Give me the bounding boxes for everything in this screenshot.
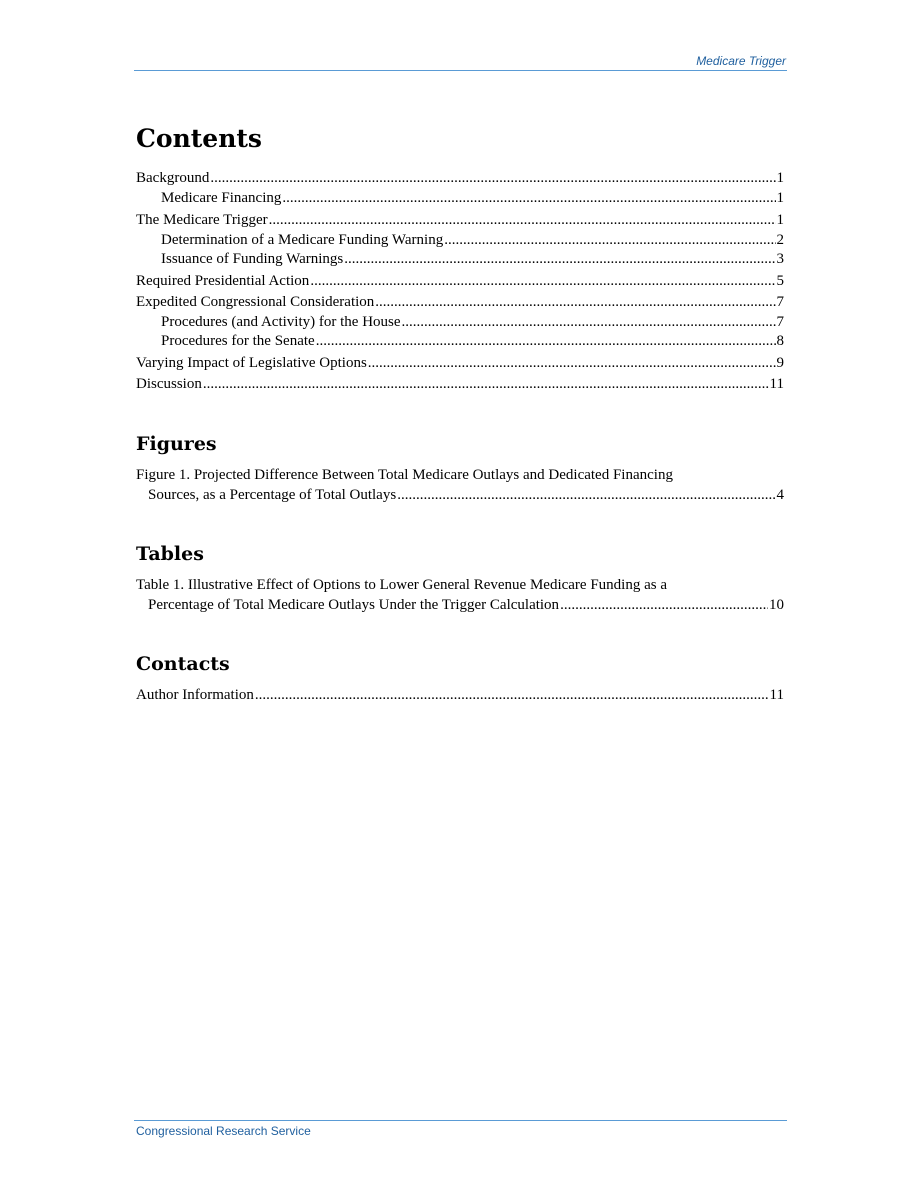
contents-list	[136, 168, 784, 395]
contacts-section	[136, 653, 784, 706]
toc-entry[interactable]: The Medicare Trigger ..... 1	[136, 210, 784, 231]
tables-heading: Tables	[136, 543, 204, 565]
figures-section	[136, 433, 784, 505]
tables-section	[136, 543, 784, 615]
contents-heading: Contents	[136, 124, 263, 153]
toc-entry[interactable]: Medicare Financing ..... 1	[136, 189, 784, 208]
running-header	[134, 54, 787, 71]
contact-entry[interactable]: Author Information ..... 11	[136, 685, 784, 706]
contacts-heading: Contacts	[136, 653, 230, 675]
toc-entry[interactable]: Procedures for the Senate ..... 8	[136, 332, 784, 351]
running-title: Medicare Trigger	[696, 54, 786, 68]
toc-entry[interactable]: Varying Impact of Legislative Options ..... 9	[136, 353, 784, 374]
page-footer	[134, 1120, 787, 1138]
toc-entry[interactable]: Issuance of Funding Warnings ..... 3	[136, 250, 784, 269]
figures-heading: Figures	[136, 433, 217, 455]
toc-entry[interactable]: Expedited Congressional Consideration ..... 7	[136, 292, 784, 313]
table-entry[interactable]: Table 1. Illustrative Effect of Options to Lower General Revenue Medicare Funding as a Percentage of Total Medicare Outlays Under the Trigger Calculation ..... 10	[136, 575, 784, 615]
toc-entry[interactable]: Required Presidential Action ..... 5	[136, 271, 784, 292]
table-of-contents	[136, 124, 784, 706]
toc-entry[interactable]: Determination of a Medicare Funding Warning ..... 2	[136, 231, 784, 250]
toc-entry[interactable]: Discussion ..... 11	[136, 374, 784, 395]
figure-entry[interactable]: Figure 1. Projected Difference Between Total Medicare Outlays and Dedicated Financing Sources, as a Percentage of Total Outlays ..... 4	[136, 465, 784, 505]
toc-entry[interactable]: Background ..... 1	[136, 168, 784, 189]
toc-entry[interactable]: Procedures (and Activity) for the House ..... 7	[136, 313, 784, 332]
footer-text: Congressional Research Service	[136, 1124, 311, 1138]
